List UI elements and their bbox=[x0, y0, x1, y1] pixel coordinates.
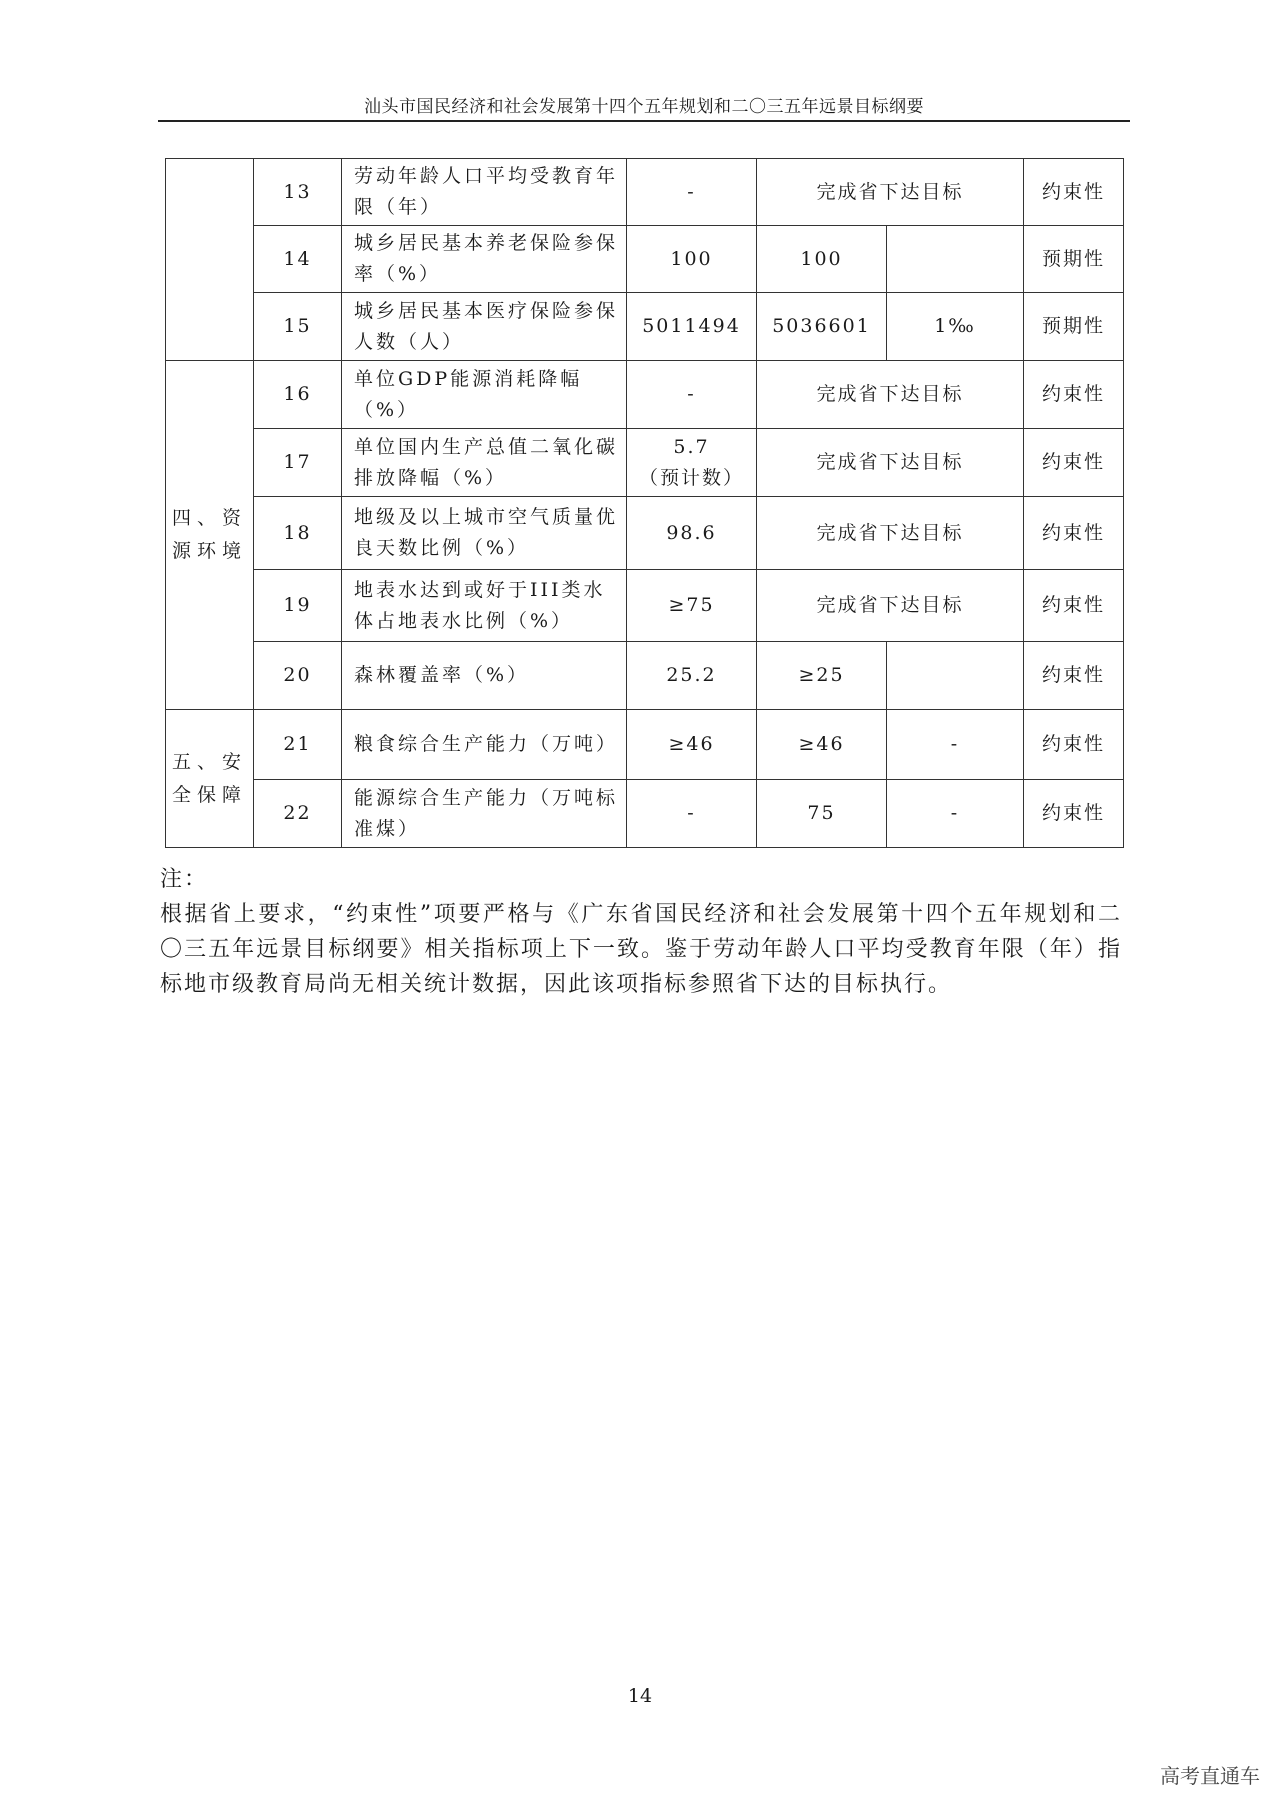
notes-title: 注： bbox=[160, 867, 209, 892]
base-value bbox=[627, 429, 757, 497]
table-row bbox=[166, 780, 1124, 848]
table-row bbox=[166, 642, 1124, 710]
growth-value bbox=[887, 642, 1024, 710]
indicator-type: 预期性 bbox=[1024, 293, 1124, 361]
table-row bbox=[166, 497, 1124, 570]
target-value: ≥25 bbox=[757, 642, 887, 710]
indicator-name: 地级及以上城市空气质量优良天数比例（%） bbox=[342, 497, 627, 570]
row-number: 22 bbox=[254, 780, 342, 848]
target-value: 75 bbox=[757, 780, 887, 848]
table-row bbox=[166, 159, 1124, 226]
indicator-name: 劳动年龄人口平均受教育年限（年） bbox=[342, 159, 627, 226]
indicator-name: 能源综合生产能力（万吨标准煤） bbox=[342, 780, 627, 848]
target-value: 完成省下达目标 bbox=[757, 570, 1024, 642]
target-value: 完成省下达目标 bbox=[757, 361, 1024, 429]
target-value: 完成省下达目标 bbox=[757, 497, 1024, 570]
notes-section bbox=[160, 862, 1122, 1002]
indicator-type: 约束性 bbox=[1024, 361, 1124, 429]
row-number: 13 bbox=[254, 159, 342, 226]
watermark-text: 高考直通车 bbox=[1160, 1764, 1260, 1788]
base-value: 98.6 bbox=[627, 497, 757, 570]
row-number: 19 bbox=[254, 570, 342, 642]
indicator-type: 约束性 bbox=[1024, 780, 1124, 848]
indicator-type: 约束性 bbox=[1024, 429, 1124, 497]
indicator-type: 约束性 bbox=[1024, 159, 1124, 226]
target-value: 完成省下达目标 bbox=[757, 429, 1024, 497]
category-label-security: 五、安全保障 bbox=[166, 710, 254, 848]
indicator-name: 森林覆盖率（%） bbox=[342, 642, 627, 710]
target-value: 100 bbox=[757, 226, 887, 293]
indicator-type: 预期性 bbox=[1024, 226, 1124, 293]
header-divider bbox=[158, 120, 1130, 122]
row-number: 18 bbox=[254, 497, 342, 570]
base-value: - bbox=[627, 361, 757, 429]
page-number: 14 bbox=[627, 1685, 653, 1707]
growth-value: - bbox=[887, 780, 1024, 848]
target-value: ≥46 bbox=[757, 710, 887, 780]
indicator-type: 约束性 bbox=[1024, 570, 1124, 642]
indicator-type: 约束性 bbox=[1024, 642, 1124, 710]
indicator-name: 城乡居民基本养老保险参保率（%） bbox=[342, 226, 627, 293]
base-value: 25.2 bbox=[627, 642, 757, 710]
base-value: - bbox=[627, 780, 757, 848]
indicator-type: 约束性 bbox=[1024, 710, 1124, 780]
table-row bbox=[166, 361, 1124, 429]
notes-body: 根据省上要求，“约束性”项要严格与《广东省国民经济和社会发展第十四个五年规划和二〇三五年远景目标纲要》相关指标项上下一致。鉴于劳动年龄人口平均受教育年限（年）指标地市级教育局尚无相关统计数据，因此该项指标参照省下达的目标执行。 bbox=[160, 902, 1122, 997]
base-value: ≥46 bbox=[627, 710, 757, 780]
indicator-name: 城乡居民基本医疗保险参保人数（人） bbox=[342, 293, 627, 361]
indicator-type: 约束性 bbox=[1024, 497, 1124, 570]
table-row bbox=[166, 293, 1124, 361]
target-value: 完成省下达目标 bbox=[757, 159, 1024, 226]
category-cell-continued bbox=[166, 159, 254, 361]
target-value: 5036601 bbox=[757, 293, 887, 361]
table-row bbox=[166, 429, 1124, 497]
row-number: 20 bbox=[254, 642, 342, 710]
indicator-name: 单位GDP能源消耗降幅（%） bbox=[342, 361, 627, 429]
growth-value: 1‰ bbox=[887, 293, 1024, 361]
table-row bbox=[166, 570, 1124, 642]
indicator-name: 单位国内生产总值二氧化碳排放降幅（%） bbox=[342, 429, 627, 497]
row-number: 17 bbox=[254, 429, 342, 497]
growth-value: - bbox=[887, 710, 1024, 780]
table-row bbox=[166, 710, 1124, 780]
document-header-title: 汕头市国民经济和社会发展第十四个五年规划和二〇三五年远景目标纲要 bbox=[364, 97, 924, 117]
growth-value bbox=[887, 226, 1024, 293]
row-number: 14 bbox=[254, 226, 342, 293]
row-number: 21 bbox=[254, 710, 342, 780]
base-value-number: 5.7 bbox=[673, 435, 710, 458]
table-row bbox=[166, 226, 1124, 293]
indicator-table bbox=[165, 158, 1124, 848]
row-number: 15 bbox=[254, 293, 342, 361]
category-label-resources: 四、资源环境 bbox=[166, 361, 254, 710]
indicator-name: 粮食综合生产能力（万吨） bbox=[342, 710, 627, 780]
row-number: 16 bbox=[254, 361, 342, 429]
base-value: 100 bbox=[627, 226, 757, 293]
indicator-name: 地表水达到或好于III类水体占地表水比例（%） bbox=[342, 570, 627, 642]
base-value: - bbox=[627, 159, 757, 226]
base-value-note: （预计数） bbox=[638, 466, 744, 489]
base-value: 5011494 bbox=[627, 293, 757, 361]
base-value: ≥75 bbox=[627, 570, 757, 642]
